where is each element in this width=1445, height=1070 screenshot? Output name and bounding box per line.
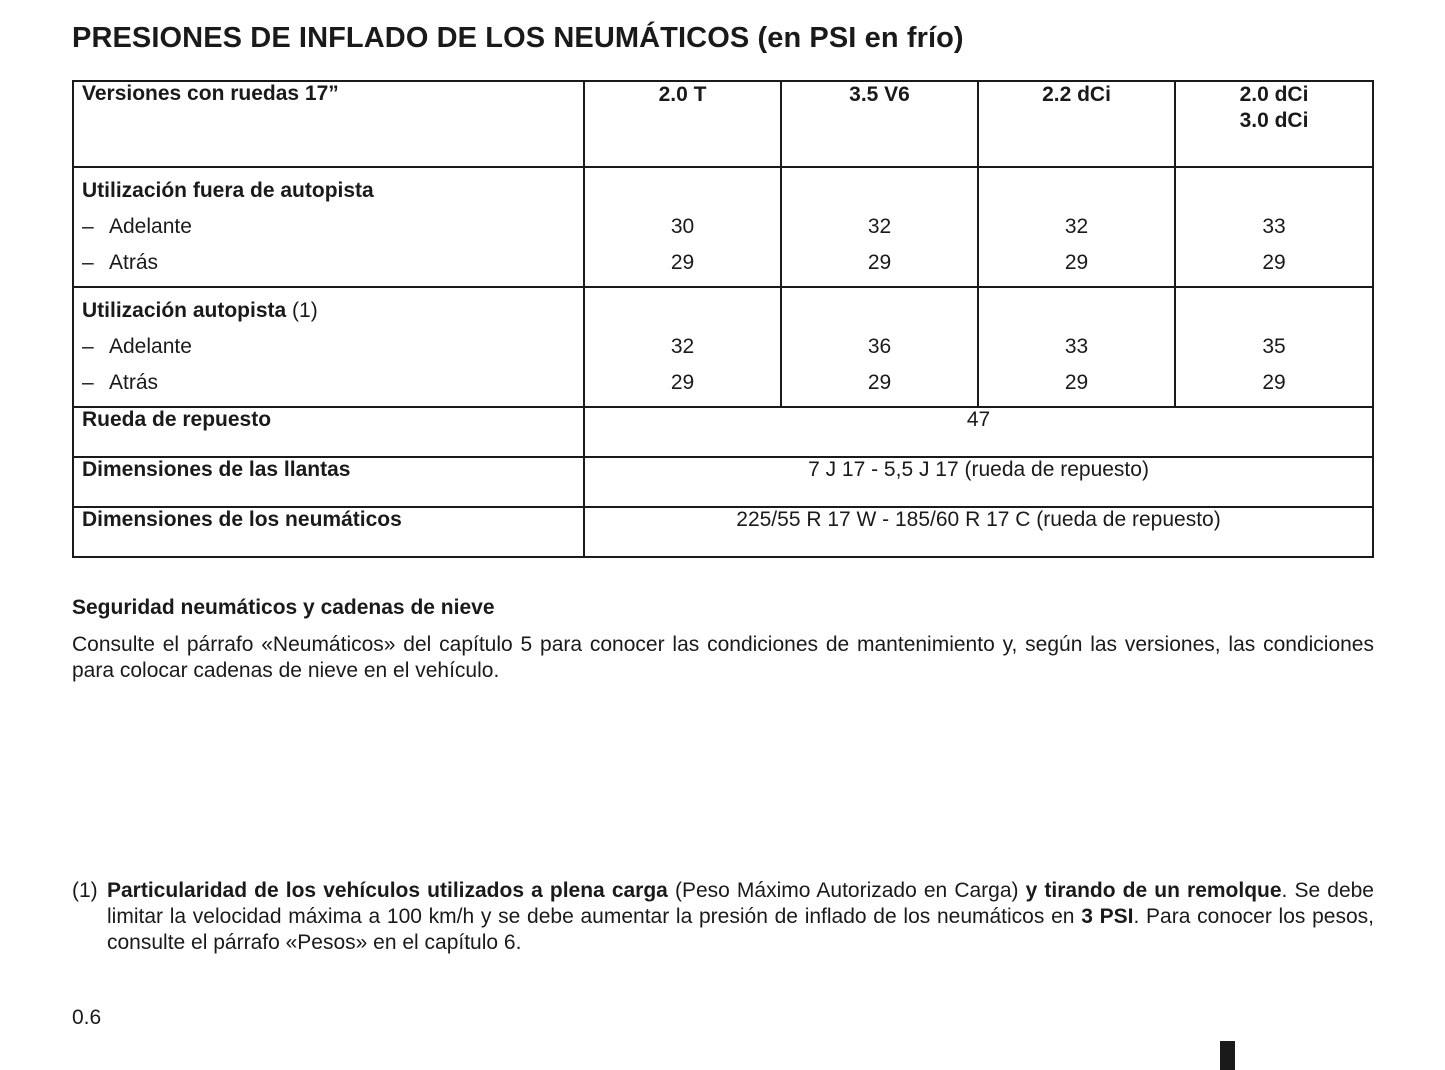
version-header-20-30dci xyxy=(1175,81,1373,167)
pressure-value: 33 xyxy=(1262,215,1286,238)
dash: – xyxy=(82,371,94,394)
safety-section-title: Seguridad neumáticos y cadenas de nieve xyxy=(72,596,495,619)
footnote xyxy=(72,878,1374,956)
group-offroad xyxy=(73,167,1373,287)
page-title: PRESIONES DE INFLADO DE LOS NEUMÁTICOS (en PSI en frío) xyxy=(72,22,964,54)
group-title: Utilización fuera de autopista xyxy=(82,179,374,202)
version-header-35v6 xyxy=(781,81,978,167)
row-label: Atrás xyxy=(109,371,159,394)
version-header-22dci xyxy=(978,81,1175,167)
row-label: Rueda de repuesto xyxy=(73,407,584,457)
pressure-value: 35 xyxy=(1262,335,1286,358)
footnote-text xyxy=(107,878,1374,956)
group-title-line xyxy=(82,173,583,209)
row-value: 7 J 17 - 5,5 J 17 (rueda de repuesto) xyxy=(584,457,1373,507)
dash: – xyxy=(82,215,94,238)
pressure-value: 29 xyxy=(867,371,892,394)
footnote-bold: y tirando de un remolque xyxy=(1025,879,1282,902)
group-note: (1) xyxy=(286,299,318,322)
row-tire-dimensions xyxy=(73,507,1373,557)
page-edge-marker xyxy=(1220,1041,1235,1070)
values-22dci xyxy=(978,167,1175,287)
footnote-span: . Para conocer los pesos, consulte el párrafo «Pesos» en el capítulo 6. xyxy=(107,905,1374,954)
version-header-20t xyxy=(584,81,781,167)
dash: – xyxy=(82,251,94,274)
footnote-span: . Se debe limitar la velocidad máxima a 100 km/h y se debe aumentar la presión de inflado de los neumáticos en xyxy=(107,879,1374,928)
version-name: 3.5 V6 xyxy=(849,83,910,106)
values-35v6 xyxy=(781,167,978,287)
row-rim-dimensions xyxy=(73,457,1373,507)
pressure-value: 29 xyxy=(1262,251,1286,274)
safety-section-body: Consulte el párrafo «Neumáticos» del capítulo 5 para conocer las condiciones de mantenimiento y, según las versiones, las condiciones para colocar cadenas de nieve en el vehículo. xyxy=(72,633,1374,682)
version-name: 2.2 dCi xyxy=(1042,83,1111,106)
group-title: Utilización autopista xyxy=(82,299,287,322)
row-label: Atrás xyxy=(109,251,159,274)
pressure-value: 29 xyxy=(867,251,892,274)
pressure-value: 33 xyxy=(1064,335,1089,358)
values-20-30dci xyxy=(1175,287,1373,407)
row-spare-wheel xyxy=(73,407,1373,457)
tire-pressure-table xyxy=(72,80,1374,558)
row-value: 225/55 R 17 W - 185/60 R 17 C (rueda de repuesto) xyxy=(584,507,1373,557)
row-label-front xyxy=(82,209,583,245)
pressure-value: 29 xyxy=(1064,251,1089,274)
group-label-cell xyxy=(73,167,584,287)
version-name: 2.0 dCi xyxy=(1239,83,1309,106)
values-35v6 xyxy=(781,287,978,407)
footnote-mark: (1) xyxy=(72,879,98,902)
page-number: 0.6 xyxy=(72,1006,102,1029)
values-20t xyxy=(584,167,781,287)
row-label: Dimensiones de las llantas xyxy=(73,457,584,507)
version-name: 2.0 T xyxy=(658,83,707,106)
footnote-bold: Particularidad de los vehículos utilizados a plena carga xyxy=(107,879,668,902)
group-highway xyxy=(73,287,1373,407)
values-22dci xyxy=(978,287,1175,407)
pressure-value: 29 xyxy=(1064,371,1089,394)
row-value: 47 xyxy=(584,407,1373,457)
group-title-line xyxy=(82,293,583,329)
footnote-span: (Peso Máximo Autorizado en Carga) xyxy=(667,879,1026,902)
footnote-bold: 3 PSI xyxy=(1081,905,1134,928)
pressure-value: 29 xyxy=(670,371,695,394)
row-label: Dimensiones de los neumáticos xyxy=(73,507,584,557)
row-label-front xyxy=(82,329,583,365)
table-header-row xyxy=(73,81,1373,167)
group-label-cell xyxy=(73,287,584,407)
pressure-value: 32 xyxy=(1064,215,1089,238)
pressure-value: 30 xyxy=(670,215,695,238)
pressure-value: 32 xyxy=(867,215,892,238)
row-label: Adelante xyxy=(109,215,192,238)
values-20t xyxy=(584,287,781,407)
pressure-value: 29 xyxy=(670,251,695,274)
pressure-value: 29 xyxy=(1262,371,1286,394)
header-label: Versiones con ruedas 17” xyxy=(73,81,584,167)
values-20-30dci xyxy=(1175,167,1373,287)
dash: – xyxy=(82,335,94,358)
version-name: 3.0 dCi xyxy=(1239,109,1309,132)
pressure-value: 32 xyxy=(670,335,695,358)
row-label: Adelante xyxy=(109,335,192,358)
row-label-rear xyxy=(82,365,583,401)
pressure-value: 36 xyxy=(867,335,892,358)
row-label-rear xyxy=(82,245,583,281)
